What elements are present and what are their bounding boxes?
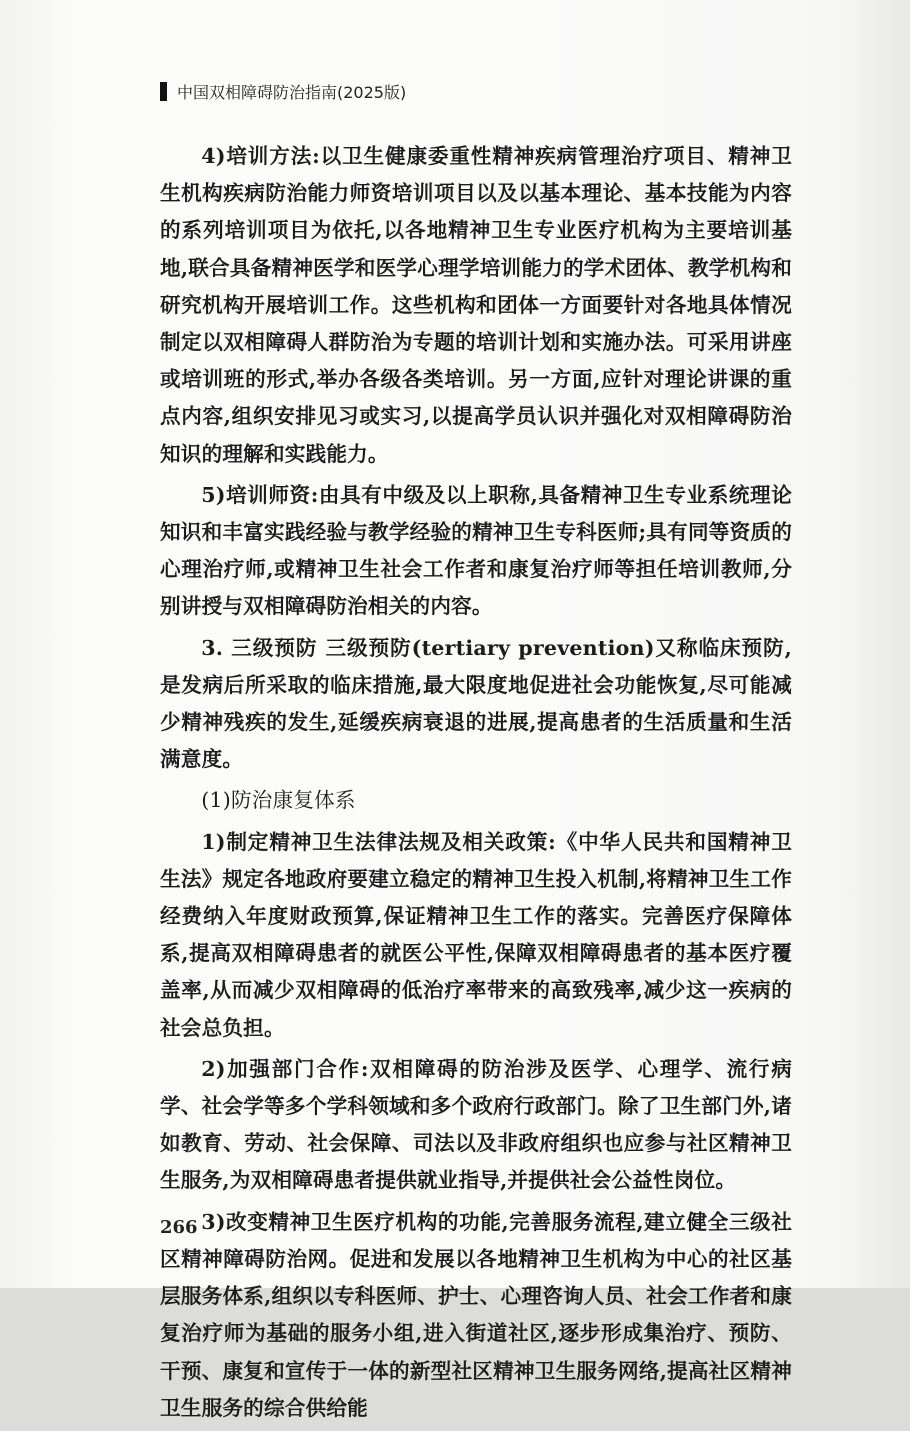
paragraph-tertiary-prevention: 3. 三级预防 三级预防(tertiary prevention)又称临床预防,是发病后所采取的临床措施,最大限度地促进社会功能恢复,尽可能减少精神残疾的发生,延缓疾病衰退的进展,提高患者的生活质量和生活满意度。 xyxy=(160,635,792,772)
paragraph-training-faculty: 5)培训师资:由具有中级及以上职称,具备精神卫生专业系统理论知识和丰富实践经验与教学经验的精神卫生专科医师;具有同等资质的心理治疗师,或精神卫生社会工作者和康复治疗师等担任培训教师,分别讲授与双相障碍防治相关的内容。 xyxy=(160,482,792,619)
header-title: 中国双相障碍防治指南(2025版) xyxy=(177,82,407,102)
running-header xyxy=(160,79,406,103)
header-bar-mark xyxy=(160,82,167,101)
paragraph-institution-functions: 3)改变精神卫生医疗机构的功能,完善服务流程,建立健全三级社区精神障碍防治网。促进和发展以各地精神卫生机构为中心的社区基层服务体系,组织以专科医师、护士、心理咨询人员、社会工作者和康复治疗师为基础的服务小组,进入街道社区,逐步形成集治疗、预防、干预、康复和宣传于一体的新型社区精神卫生服务网络,提高社区精神卫生服务的综合供给能 xyxy=(160,1209,792,1420)
paragraph-laws-policies: 1)制定精神卫生法律法规及相关政策:《中华人民共和国精神卫生法》规定各地政府要建立稳定的精神卫生投入机制,将精神卫生工作经费纳入年度财政预算,保证精神卫生工作的落实。完善医疗保障体系,提高双相障碍患者的就医公平性,保障双相障碍患者的基本医疗覆盖率,从而减少双相障碍的低治疗率带来的高致残率,减少这一疾病的社会总负担。 xyxy=(160,829,792,1040)
body-text xyxy=(160,138,792,1431)
paragraph-training-methods: 4)培训方法:以卫生健康委重性精神疾病管理治疗项目、精神卫生机构疾病防治能力师资培训项目以及以基本理论、基本技能为内容的系列培训项目为依托,以各地精神卫生专业医疗机构为主要培训基地,联合具备精神医学和医学心理学培训能力的学术团体、教学机构和研究机构开展培训工作。这些机构和团体一方面要针对各地具体情况制定以双相障碍人群防治为专题的培训计划和实施办法。可采用讲座或培训班的形式,举办各级各类培训。另一方面,应针对理论讲课的重点内容,组织安排见习或实习,以提高学员认识并强化对双相障碍防治知识的理解和实践能力。 xyxy=(160,144,792,466)
page-number: 266 xyxy=(160,1217,198,1238)
subheading-rehab-system: (1)防治康复体系 xyxy=(201,788,356,813)
paragraph-department-cooperation: 2)加强部门合作:双相障碍的防治涉及医学、心理学、流行病学、社会学等多个学科领域和多个政府行政部门。除了卫生部门外,诸如教育、劳动、社会保障、司法以及非政府组织也应参与社区精神卫生服务,为双相障碍患者提供就业指导,并提供社会公益性岗位。 xyxy=(160,1056,792,1193)
